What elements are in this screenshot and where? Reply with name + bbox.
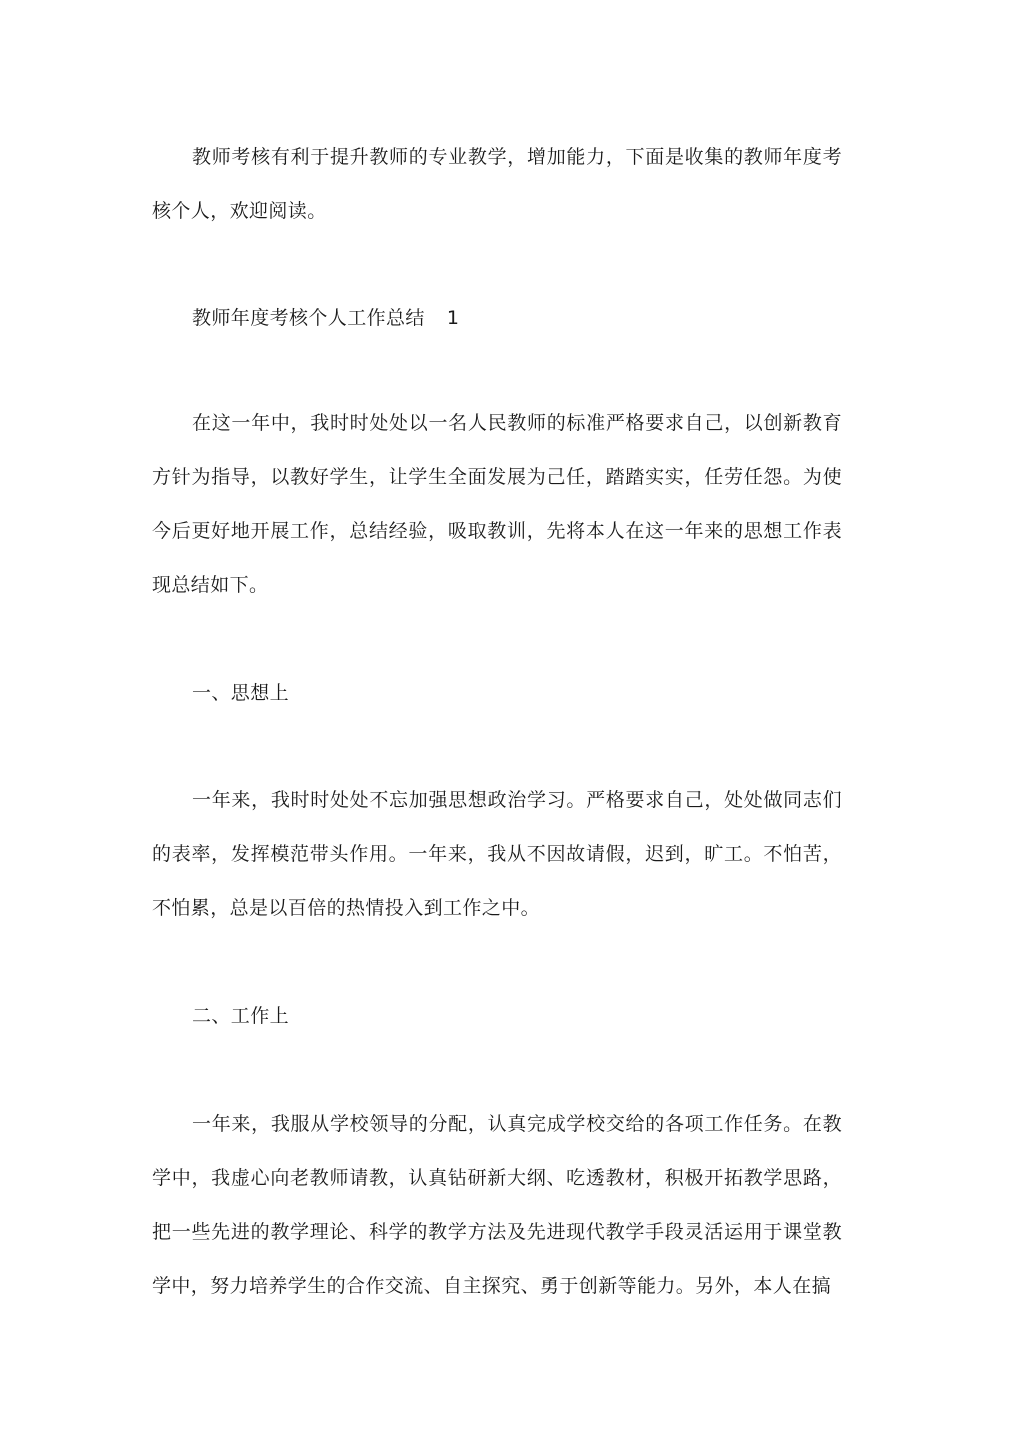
section-title xyxy=(192,291,459,345)
section-title-number: 1 xyxy=(446,307,460,329)
intro-paragraph: 教师考核有利于提升教师的专业教学，增加能力，下面是收集的教师年度考核个人，欢迎阅读。 xyxy=(152,146,842,222)
heading-thought: 一、思想上 xyxy=(192,682,290,704)
paragraph-1: 在这一年中，我时时处处以一名人民教师的标准严格要求自己，以创新教育方针为指导，以教好学生，让学生全面发展为己任，踏踏实实，任劳任怨。为使今后更好地开展工作，总结经验，吸取教训，先将本人在这一年来的思想工作表现总结如下。 xyxy=(152,412,842,596)
paragraph-2: 一年来，我时时处处不忘加强思想政治学习。严格要求自己，处处做同志们的表率，发挥模范带头作用。一年来，我从不因故请假，迟到，旷工。不怕苦，不怕累，总是以百倍的热情投入到工作之中。 xyxy=(152,789,842,919)
paragraph-3: 一年来，我服从学校领导的分配，认真完成学校交给的各项工作任务。在教学中，我虚心向老教师请教，认真钻研新大纲、吃透教材，积极开拓教学思路，把一些先进的教学理论、科学的教学方法及先进现代教学手段灵活运用于课堂教学中，努力培养学生的合作交流、自主探究、勇于创新等能力。另外，本人在搞 xyxy=(152,1113,842,1297)
section-title-text: 教师年度考核个人工作总结 xyxy=(192,307,425,329)
heading-work: 二、工作上 xyxy=(192,1005,290,1027)
